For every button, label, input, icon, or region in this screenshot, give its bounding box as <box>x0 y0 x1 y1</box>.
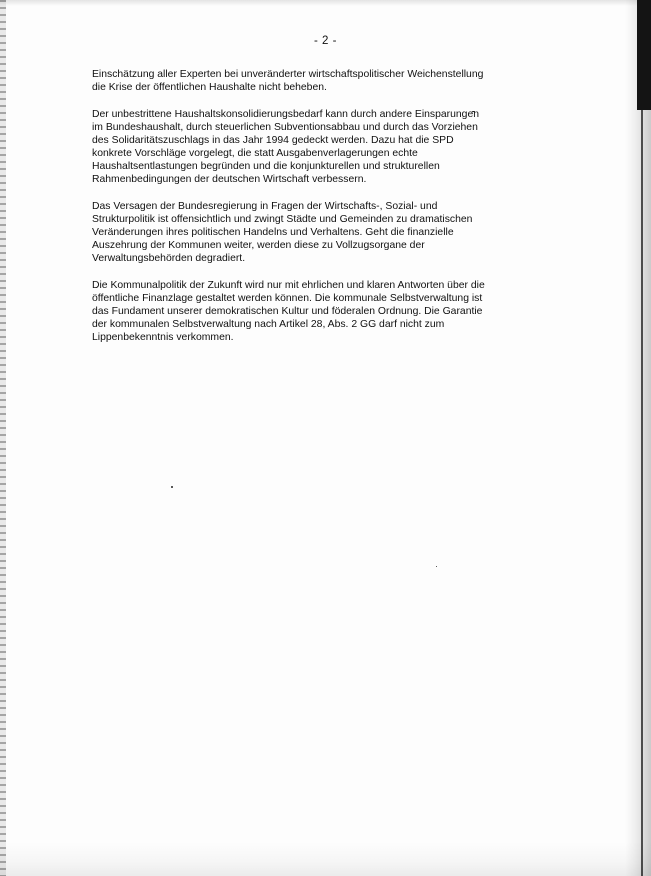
scan-bottom-shadow <box>0 842 651 876</box>
paragraph <box>92 68 542 94</box>
paragraph <box>92 108 542 186</box>
scan-right-shadow <box>625 0 651 876</box>
scan-right-edge-line <box>641 110 643 876</box>
text-line: die Krise der öffentlichen Haushalte nicht beheben. <box>92 82 327 93</box>
document-body <box>92 68 542 358</box>
text-line: im Bundeshaushalt, durch steuerlichen Subventionsabbau und durch das Vorziehen <box>92 122 478 133</box>
text-line: Haushaltsentlastungen begründen und die konjunkturellen und strukturellen <box>92 161 440 172</box>
scan-speck <box>171 486 173 488</box>
paragraph <box>92 279 542 344</box>
text-line: konkrete Vorschläge vorgelegt, die statt Ausgabenverlagerungen echte <box>92 148 418 159</box>
text-line: Verwaltungsbehörden degradiert. <box>92 253 246 264</box>
scan-top-shadow <box>0 0 651 6</box>
text-line: Das Versagen der Bundesregierung in Fragen der Wirtschafts-, Sozial- und <box>92 201 438 212</box>
text-line: Lippenbekenntnis verkommen. <box>92 332 234 343</box>
text-line: des Solidaritätszuschlags in das Jahr 1994 gedeckt werden. Dazu hat die SPD <box>92 135 454 146</box>
scan-corner-shadow <box>637 0 651 110</box>
text-line: Einschätzung aller Experten bei unveränderter wirtschaftspolitischer Weichenstellung <box>92 69 484 80</box>
scan-speck <box>436 566 437 567</box>
page-number: - 2 - <box>314 35 337 47</box>
text-line: öffentliche Finanzlage gestaltet werden können. Die kommunale Selbstverwaltung ist <box>92 293 483 304</box>
text-line: der kommunalen Selbstverwaltung nach Artikel 28, Abs. 2 GG darf nicht zum <box>92 319 445 330</box>
text-line: Rahmenbedingungen der deutschen Wirtschaft verbessern. <box>92 174 367 185</box>
text-line: das Fundament unserer demokratischen Kultur und föderalen Ordnung. Die Garantie <box>92 306 483 317</box>
text-line: Auszehrung der Kommunen weiter, werden diese zu Vollzugsorgane der <box>92 240 425 251</box>
text-line: Der unbestrittene Haushaltskonsolidierungsbedarf kann durch andere Einsparungen <box>92 109 480 120</box>
scan-left-edge <box>0 0 6 876</box>
paragraph <box>92 200 542 265</box>
text-line: Strukturpolitik ist offensichtlich und zwingt Städte und Gemeinden zu dramatischen <box>92 214 473 225</box>
text-line: Die Kommunalpolitik der Zukunft wird nur mit ehrlichen und klaren Antworten über die <box>92 280 485 291</box>
text-line: Veränderungen ihres politischen Handelns und Verhaltens. Geht die finanzielle <box>92 227 454 238</box>
